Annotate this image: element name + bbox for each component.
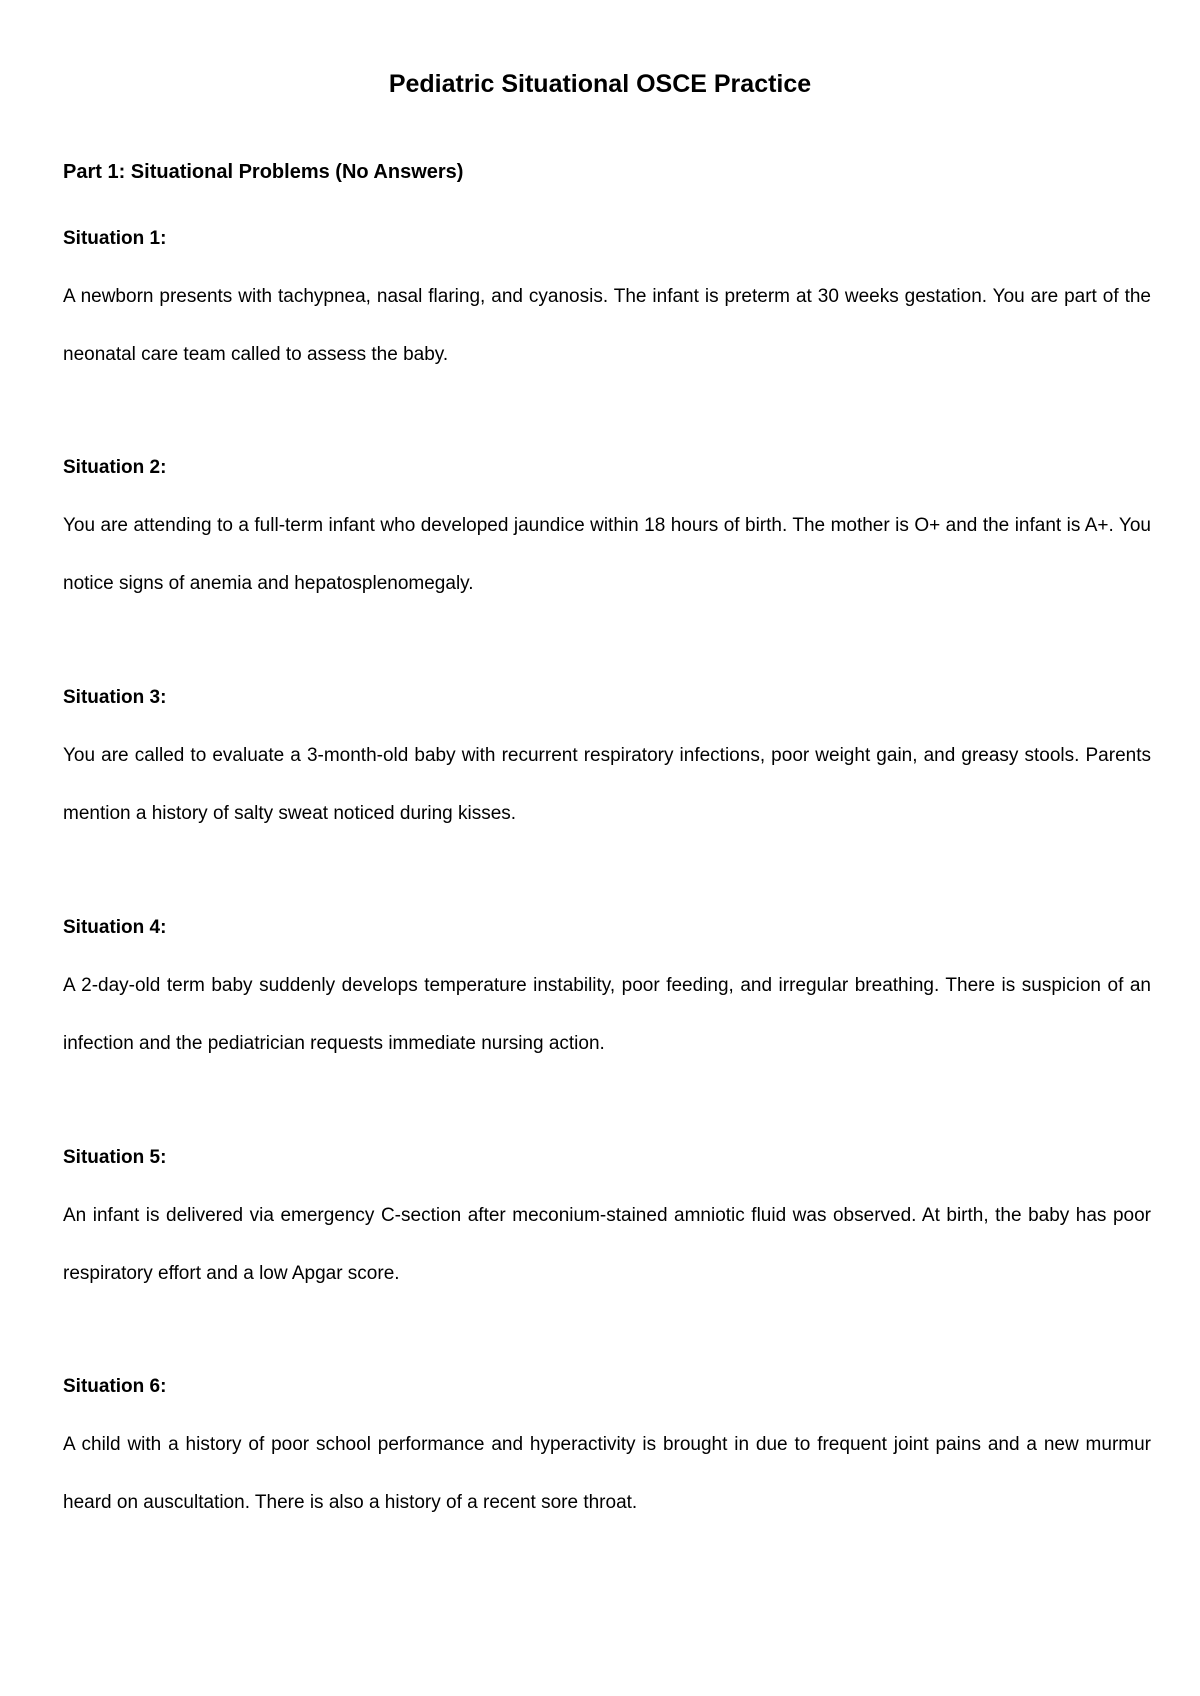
situation-text: An infant is delivered via emergency C-section after meconium-stained amniotic fluid was observed. At birth, the baby has poor respiratory effort and a low Apgar score. xyxy=(63,1205,1151,1284)
situation-label: Situation 2: xyxy=(63,457,167,478)
page-title: Pediatric Situational OSCE Practice xyxy=(388,70,812,98)
situation-block xyxy=(63,226,1151,384)
situation-label: Situation 5: xyxy=(63,1147,167,1168)
situation-block xyxy=(63,685,1151,843)
part-heading: Part 1: Situational Problems (No Answers) xyxy=(63,161,464,183)
situation-block xyxy=(63,1145,1151,1303)
situation-text: You are attending to a full-term infant who developed jaundice within 18 hours of birth. The mother is O+ and the infant is A+. You notice signs of anemia and hepatosplenomegaly. xyxy=(63,515,1151,594)
situation-block xyxy=(63,1374,1151,1532)
situation-label: Situation 4: xyxy=(63,917,167,938)
situation-text: A child with a history of poor school performance and hyperactivity is brought in due to frequent joint pains and a new murmur heard on auscultation. There is also a history of a recent sore throat. xyxy=(63,1434,1151,1513)
situation-label: Situation 1: xyxy=(63,228,167,249)
situation-block xyxy=(63,915,1151,1073)
situation-label: Situation 6: xyxy=(63,1376,167,1397)
situation-block xyxy=(63,455,1151,613)
situation-label: Situation 3: xyxy=(63,687,167,708)
situation-text: A 2-day-old term baby suddenly develops temperature instability, poor feeding, and irregular breathing. There is suspicion of an infection and the pediatrician requests immediate nursing action. xyxy=(63,975,1151,1054)
situation-text: A newborn presents with tachypnea, nasal flaring, and cyanosis. The infant is preterm at 30 weeks gestation. You are part of the neonatal care team called to assess the baby. xyxy=(63,286,1151,365)
situation-text: You are called to evaluate a 3-month-old baby with recurrent respiratory infections, poor weight gain, and greasy stools. Parents mention a history of salty sweat noticed during kisses. xyxy=(63,745,1151,824)
